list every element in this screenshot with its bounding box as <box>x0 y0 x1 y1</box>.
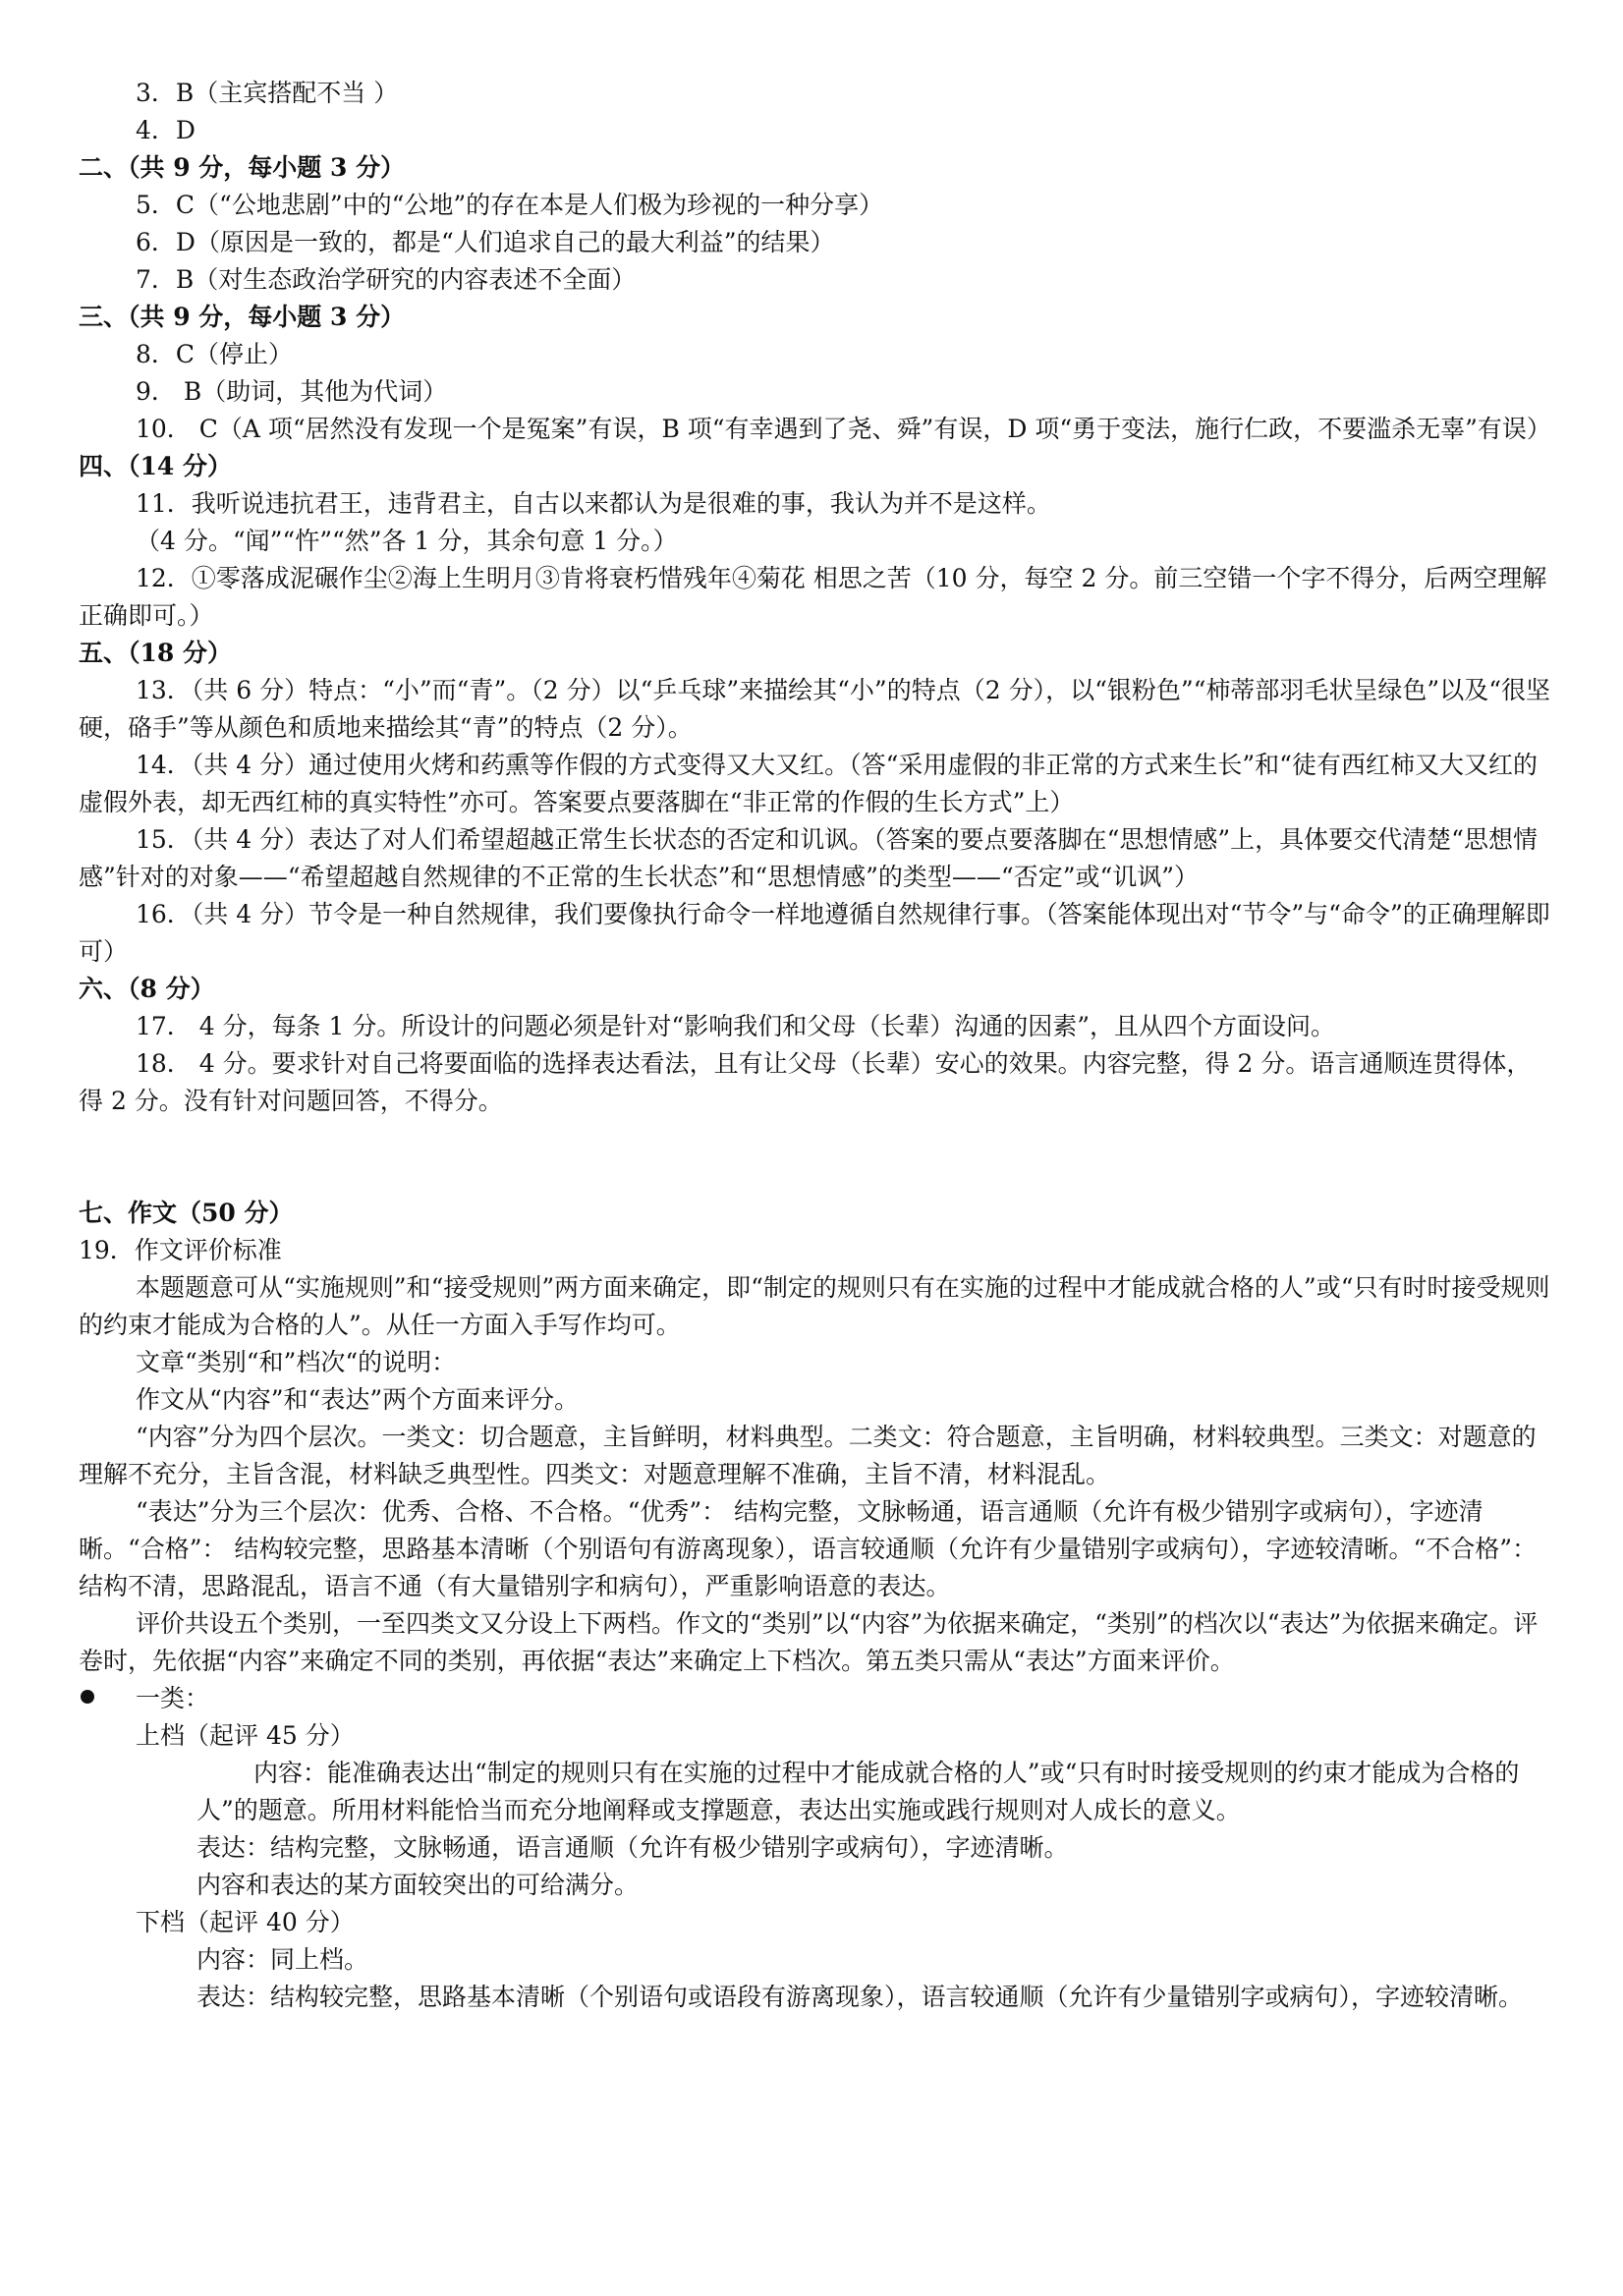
grading-rules-paragraph: 评价共设五个类别，一至四类文又分设上下两档。作文的“类别”以“内容”为依据来确定，“类别”的档次以“表达”为依据来确定。评卷时，先依据“内容”来确定不同的类别，再依据“表达”来确定上下档次。第五类只需从“表达”方面来评价。 <box>79 1609 1539 1675</box>
upper-tier-expression: 表达：结构完整，文脉畅通，语言通顺（允许有极少错别字或病句），字迹清晰。 <box>196 1833 1069 1862</box>
answer-7: 7．B（对生态政治学研究的内容表述不全面） <box>136 265 637 294</box>
upper-tier-heading: 上档（起评 45 分） <box>136 1721 355 1750</box>
answer-14: 14．（共 4 分）通过使用火烤和药熏等作假的方式变得又大又红。（答“采用虚假的非正常的方式来生长”和“徒有西红柿又大又红的虚假外表，却无西红柿的真实特性”亦可。答案要点要落脚在“非正常的作假的生长方式”上） <box>79 751 1538 816</box>
section-7-heading: 七、作文（50 分） <box>79 1199 294 1227</box>
expression-levels-paragraph: “表达”分为三个层次：优秀、合格、不合格。“优秀”： 结构完整，文脉畅通，语言通顺（允许有极少错别字或病句），字迹清晰。“合格”： 结构较完整，思路基本清晰（个别语句有游离现象），语言较通顺（允许有少量错别字或病句），字迹较清晰。“不合格”： 结构不清，思路混乱，语言不通（有大量错别字和病句），严重影响语意的表达。 <box>79 1497 1538 1600</box>
answer-6: 6．D（原因是一致的，都是“人们追求自己的最大利益”的结果） <box>136 228 835 256</box>
lower-tier-content: 内容：同上档。 <box>196 1945 369 1974</box>
upper-tier-content: 内容：能准确表达出“制定的规则只有在实施的过程中才能成就合格的人”或“只有时时接受规则的约束才能成为合格的人”的题意。所用材料能恰当而充分地阐释或支撑题意，表达出实施或践行规则对人成长的意义。 <box>196 1759 1520 1824</box>
answer-3: 3．B（主宾搭配不当 ） <box>136 79 399 107</box>
answer-11: 11．我听说违抗君王，违背君主，自古以来都认为是很难的事，我认为并不是这样。 <box>136 489 1051 518</box>
answer-10: 10． C（A 项“居然没有发现一个是冤案”有误，B 项“有幸遇到了尧、舜”有误，D 项“勇于变法，施行仁政，不要滥杀无辜”有误） <box>136 415 1551 443</box>
category-1-label: 一类： <box>136 1684 210 1712</box>
answer-19-heading: 19．作文评价标准 <box>79 1236 282 1264</box>
answer-4: 4．D <box>136 116 196 144</box>
category-1-item <box>79 1680 1552 1717</box>
section-3-heading: 三、（共 9 分，每小题 3 分） <box>79 303 406 331</box>
section-4-heading: 四、（14 分） <box>79 452 232 480</box>
answer-11-note: （4 分。“闻”“忤”“然”各 1 分，其余句意 1 分。） <box>136 527 678 555</box>
upper-tier-full-score: 内容和表达的某方面较突出的可给满分。 <box>196 1871 640 1899</box>
answer-9: 9． B（助词，其他为代词） <box>136 377 448 406</box>
answer-8: 8．C（停止） <box>136 340 294 368</box>
answer-12: 12．①零落成泥碾作尘②海上生明月③肯将衰朽惜残年④菊花 相思之苦（10 分，每空 2 分。前三空错一个字不得分，后两空理解正确即可。） <box>79 564 1547 630</box>
section-2-heading: 二、（共 9 分，每小题 3 分） <box>79 153 406 182</box>
bullet-icon <box>81 1690 94 1704</box>
lower-tier-expression: 表达：结构较完整，思路基本清晰（个别语句或语段有游离现象），语言较通顺（允许有少量错别字或病句），字迹较清晰。 <box>196 1983 1524 2011</box>
answer-13: 13．（共 6 分）特点：“小”而“青”。（2 分）以“乒乓球”来描绘其“小”的特点（2 分），以“银粉色”“柿蒂部羽毛状呈绿色”以及“很坚硬，硌手”等从颜色和质地来描绘其“青”的特点（2 分）。 <box>79 676 1550 742</box>
section-5-heading: 五、（18 分） <box>79 639 232 667</box>
answer-18: 18． 4 分。要求针对自己将要面临的选择表达看法，且有让父母（长辈）安心的效果。内容完整，得 2 分。语言通顺连贯得体，得 2 分。没有针对问题回答，不得分。 <box>79 1049 1532 1115</box>
section-6-heading: 六、（8 分） <box>79 975 215 1003</box>
answer-key-content <box>79 75 1552 2016</box>
content-levels-paragraph: “内容”分为四个层次。一类文：切合题意，主旨鲜明，材料典型。二类文：符合题意，主旨明确，材料较典型。三类文：对题意的理解不充分，主旨含混，材料缺乏典型性。四类文：对题意理解不准确，主旨不清，材料混乱。 <box>79 1423 1537 1488</box>
answer-17: 17． 4 分，每条 1 分。所设计的问题必须是针对“影响我们和父母（长辈）沟通的因素”，且从四个方面设问。 <box>136 1012 1335 1040</box>
answer-16: 16．（共 4 分）节令是一种自然规律，我们要像执行命令一样地遵循自然规律行事。（答案能体现出对“节令”与“命令”的正确理解即可） <box>79 900 1550 966</box>
essay-intent-paragraph: 本题题意可从“实施规则”和“接受规则”两方面来确定，即“制定的规则只有在实施的过程中才能成就合格的人”或“只有时时接受规则的约束才能成为合格的人”。从任一方面入手写作均可。 <box>79 1273 1550 1339</box>
section-gap <box>79 1120 1552 1195</box>
answer-5: 5．C（“公地悲剧”中的“公地”的存在本是人们极为珍视的一种分享） <box>136 191 884 219</box>
scoring-dimensions: 作文从“内容”和“表达”两个方面来评分。 <box>136 1385 580 1414</box>
answer-15: 15．（共 4 分）表达了对人们希望超越正常生长状态的否定和讥讽。（答案的要点要落脚在“思想情感”上，具体要交代清楚“思想情感”针对的对象——“希望超越自然规律的不正常的生长状态”和“思想情感”的类型——“否定”或“讥讽”） <box>79 825 1538 891</box>
lower-tier-heading: 下档（起评 40 分） <box>136 1908 355 1936</box>
category-note: 文章“类别“和”档次“的说明： <box>136 1348 457 1376</box>
